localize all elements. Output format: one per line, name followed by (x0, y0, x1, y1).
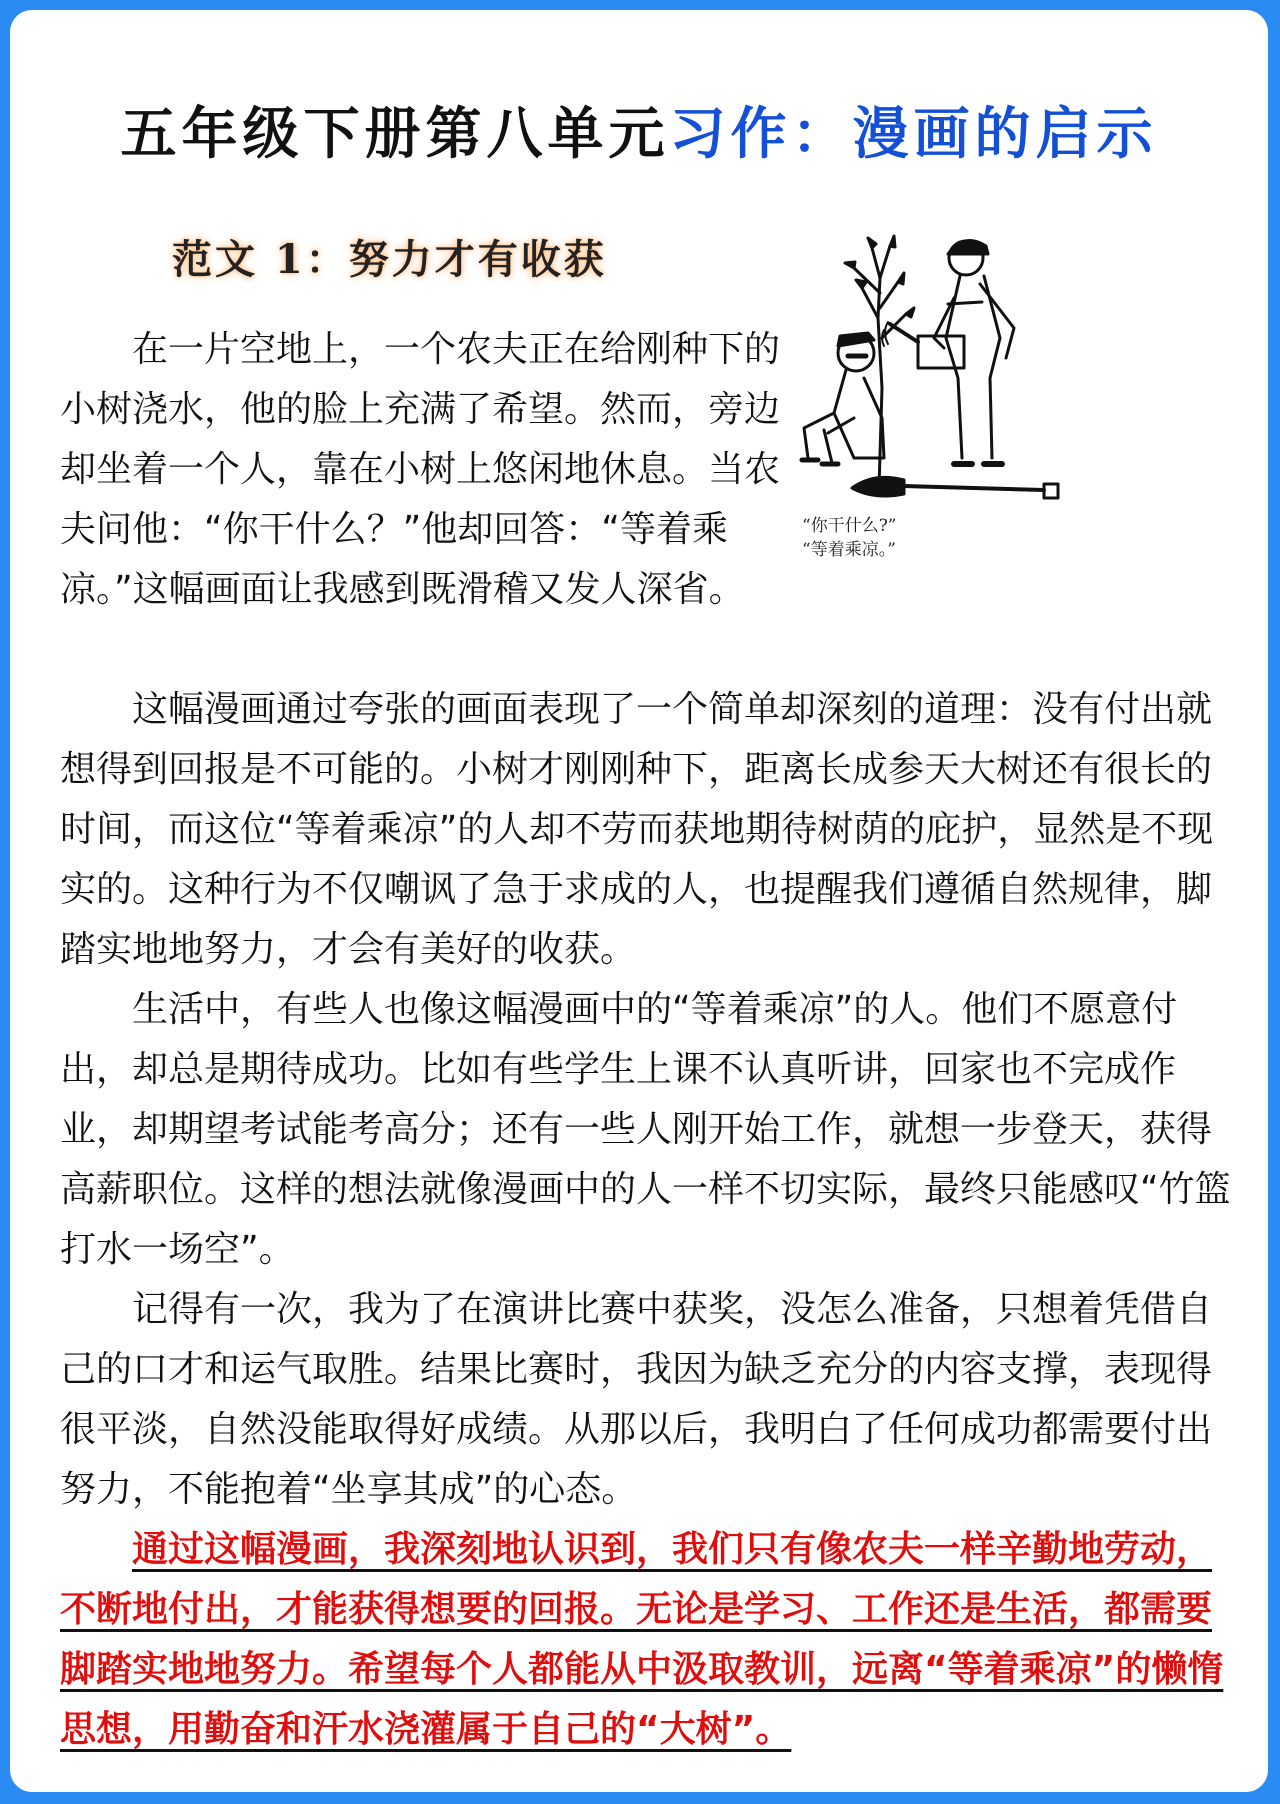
paragraph-1: 在一片空地上，一个农夫正在给刚种下的小树浇水，他的脸上充满了希望。然而，旁边却坐着一个人，靠在小树上悠闲地休息。当农夫问他：“你干什么？”他却回答：“等着乘凉。”这幅画面让我感到既滑稽又发人深省。 (60, 329, 781, 610)
cartoon-caption (802, 514, 897, 562)
paragraph-3: 生活中，有些人也像这幅漫画中的“等着乘凉”的人。他们不愿意付出，却总是期待成功。比如有些学生上课不认真听讲，回家也不完成作业，却期望考试能考高分；还有一些人刚开始工作，就想一步登天，获得高薪职位。这样的想法就像漫画中的人一样不切实际，最终只能感叹“竹篮打水一场空”。 (60, 989, 1231, 1270)
title-grade-unit: 五年级下册第八单元 (120, 101, 670, 167)
paragraph-2: 这幅漫画通过夸张的画面表现了一个简单却深刻的道理：没有付出就想得到回报是不可能的。小树才刚刚种下，距离长成参天大树还有很长的时间，而这位“等着乘凉”的人却不劳而获地期待树荫的庇护，显然是不现实的。这种行为不仅嘲讽了急于求成的人，也提醒我们遵循自然规律，脚踏实地地努力，才会有美好的收获。 (60, 689, 1214, 970)
page-title (10, 90, 1268, 170)
caption-answer: “等着乘凉。” (802, 540, 896, 560)
essay-body (60, 680, 1232, 1760)
cartoon-illustration (794, 218, 1184, 588)
caption-question: “你干什么?” (802, 516, 897, 536)
article-card (10, 10, 1268, 1792)
essay-subtitle: 范文 1：努力才有收获 (172, 236, 607, 283)
paragraph-4: 记得有一次，我为了在演讲比赛中获奖，没怎么准备，只想着凭借自己的口才和运气取胜。结果比赛时，我因为缺乏充分的内容支撑，表现得很平淡，自然没能取得好成绩。从那以后，我明白了任何成功都需要付出努力，不能抱着“坐享其成”的心态。 (60, 1289, 1213, 1510)
title-topic: 习作：漫画的启示 (669, 101, 1158, 167)
paragraph-conclusion: 通过这幅漫画，我深刻地认识到，我们只有像农夫一样辛勤地劳动，不断地付出，才能获得想要的回报。无论是学习、工作还是生活，都需要脚踏实地地努力。希望每个人都能从中汲取教训，远离“等着乘凉”的懒惰思想，用勤奋和汗水浇灌属于自己的“大树”。 (60, 1529, 1224, 1750)
paragraph-intro (60, 320, 780, 620)
